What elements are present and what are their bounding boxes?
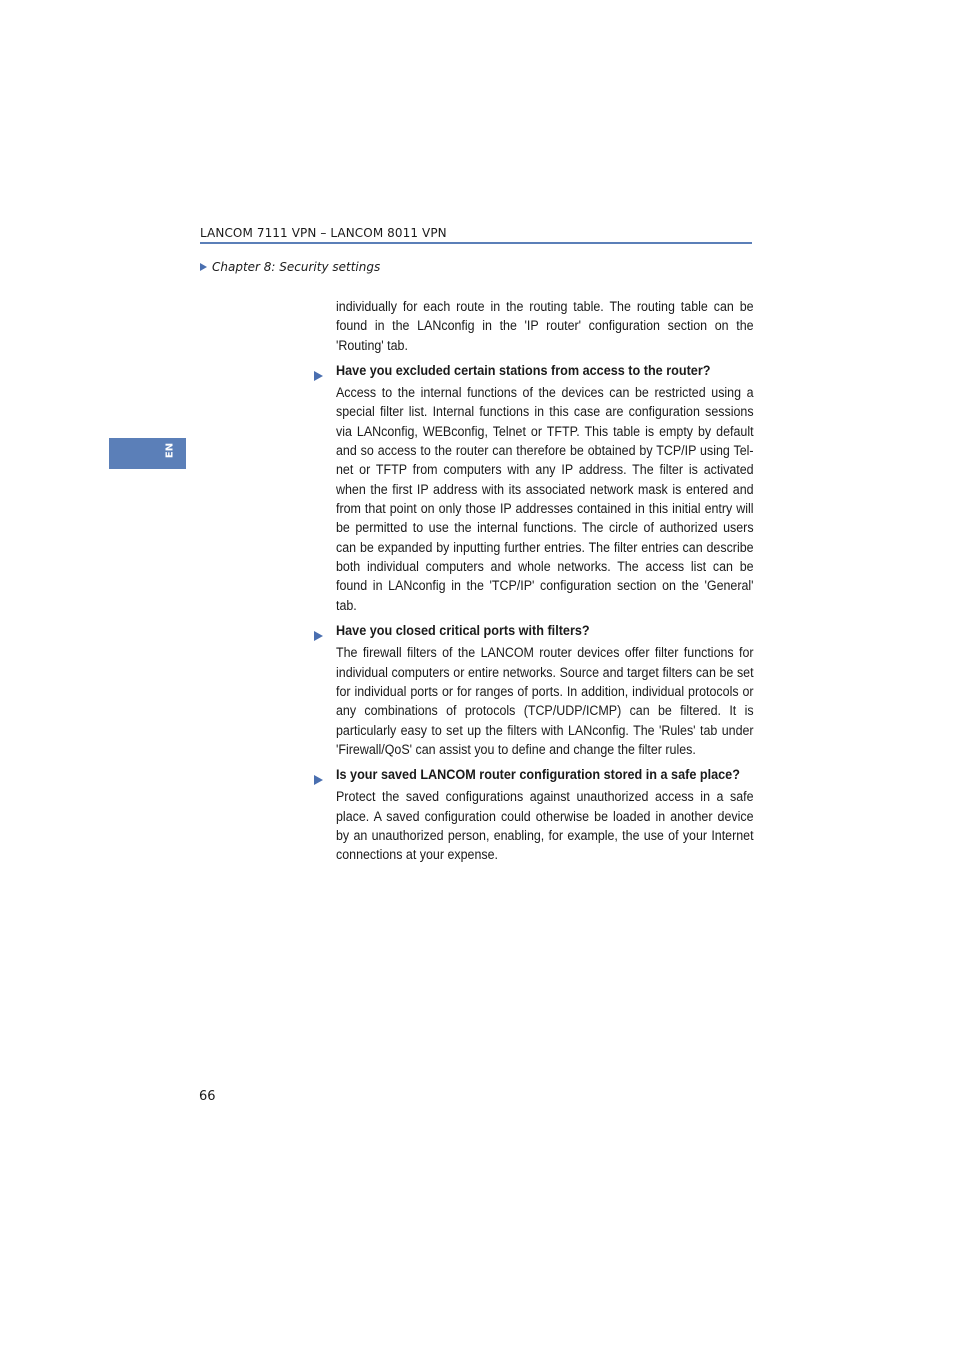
language-tab-label: EN (164, 442, 176, 459)
main-content (336, 297, 754, 865)
breadcrumb-chapter: Chapter 8: Security settings (212, 260, 381, 274)
section-question: Have you closed critical ports with filters? (336, 623, 590, 639)
section-body: Access to the internal functions of the devices can be restricted using a special filter list. Internal functions in this case are configuration sessions via LANconfig, WEBconfig, Telnet or TFTP. This table is empty by default and so access to the router can therefore be obtained by TCP/IP using Telnet or TFTP from computers with any IP address. The filter is activated when the first IP address with its associated network mask is entered and from that point on only those IP addresses contained in this initial entry will be permitted to use the internal functions. The circle of authorized users can be expanded by inputting further entries. The filter entries can describe both individual computers and whole networks. The access list can be found in LANconfig in the 'TCP/IP' configuration section on the 'General' tab. (336, 385, 754, 613)
section-body: Protect the saved configurations against unauthorized access in a safe place. A saved configuration could otherwise be loaded in another device by an unauthorized person, enabling, for example, the use of your Internet connections at your expense. (336, 789, 754, 863)
section-critical-ports (336, 621, 754, 759)
section-question: Have you excluded certain stations from access to the router? (336, 363, 711, 379)
triangle-bullet-icon (200, 263, 207, 271)
running-header-title: LANCOM 7111 VPN – LANCOM 8011 VPN (200, 226, 447, 240)
section-excluded-stations (336, 361, 754, 615)
breadcrumb (200, 260, 380, 274)
header-divider (200, 242, 752, 244)
page-number: 66 (199, 1089, 216, 1104)
section-saved-configuration (336, 765, 754, 864)
triangle-bullet-icon (314, 775, 323, 785)
language-tab (109, 438, 186, 469)
triangle-bullet-icon (314, 631, 323, 641)
triangle-bullet-icon (314, 371, 323, 381)
section-body: The firewall filters of the LANCOM router devices offer filter functions for individual computers or entire networks. Source and target filters can be set for individual ports or for ranges of ports. In addition, individual protocols or any combinations of protocols (TCP/UDP/ICMP) can be filtered. It is particularly easy to set up the filters with LANconfig. The 'Rules' tab under 'Firewall/QoS' can assist you to define and change the filter rules. (336, 645, 754, 757)
intro-paragraph: individually for each route in the routing table. The routing table can be found in the LANconfig in the 'IP router' configuration section on the 'Routing' tab. (336, 299, 754, 353)
section-question: Is your saved LANCOM router configuration stored in a safe place? (336, 767, 740, 783)
